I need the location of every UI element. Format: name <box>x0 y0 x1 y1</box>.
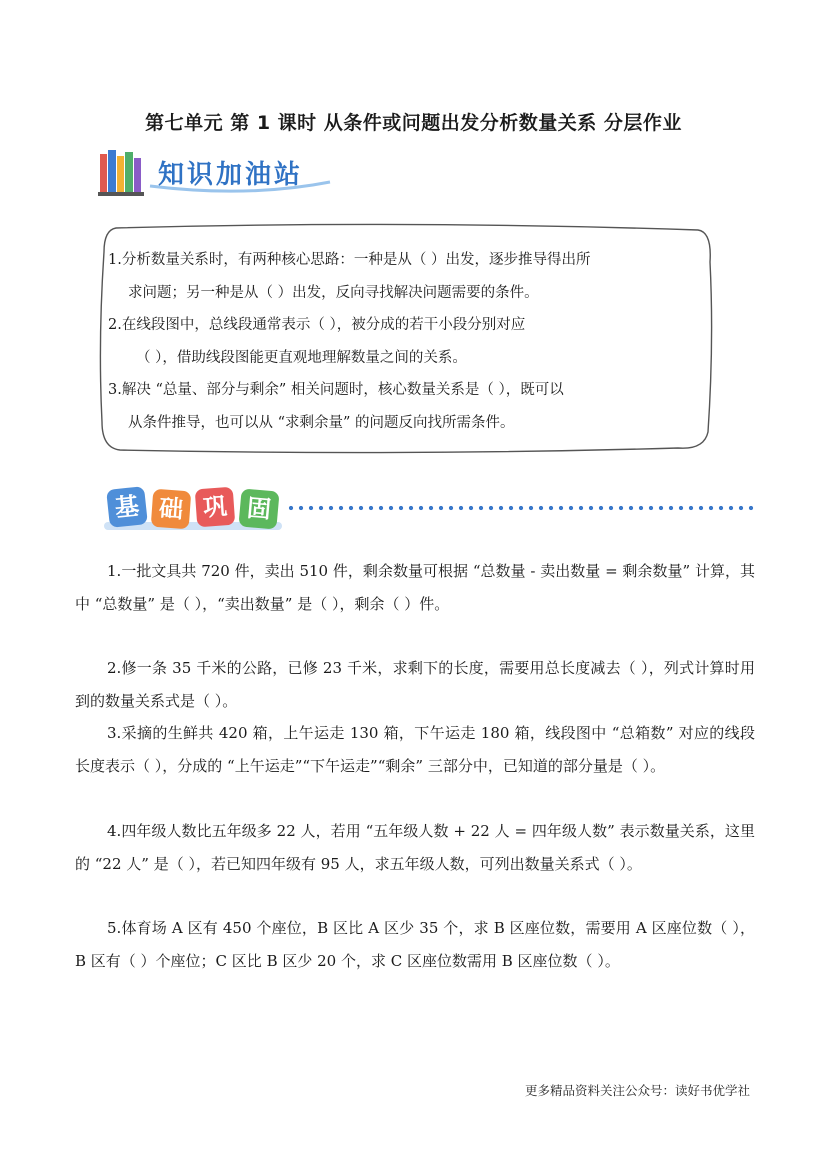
knowledge-banner <box>98 148 338 198</box>
question <box>75 652 755 717</box>
knowledge-banner-label: 知识加油站 <box>158 160 304 190</box>
dotted-divider <box>286 503 756 513</box>
practice-banner-char: 巩 <box>195 487 236 528</box>
knowledge-line: 从条件推导，也可以从 “求剩余量” 的问题反向找所需条件。 <box>128 414 515 431</box>
knowledge-line: 3.解决 “总量、部分与剩余” 相关问题时，核心数量关系是（ ），既可以 <box>108 382 564 398</box>
question <box>75 555 755 620</box>
footer-note: 更多精品资料关注公众号：读好书优学社 <box>524 1083 750 1098</box>
question-text: 2.修一条 35 千米的公路，已修 23 千米，求剩下的长度，需要用总长度减去（ ），列式计算时用到的数量关系式是（ ）。 <box>75 659 755 710</box>
knowledge-line: （ ），借助线段图能更直观地理解数量之间的关系。 <box>136 349 467 366</box>
question-text: 5.体育场 A 区有 450 个座位，B 区比 A 区少 35 个，求 B 区座位数，需要用 A 区座位数（ ），B 区有（ ）个座位；C 区比 B 区少 20 个，求 C 区座位数需用 B 区座位数（ ）。 <box>75 919 755 970</box>
knowledge-box <box>98 222 714 454</box>
question-text: 4.四年级人数比五年级多 22 人，若用 “五年级人数 + 22 人 = 四年级人数” 表示数量关系，这里的 “22 人” 是（ ），若已知四年级有 95 人，求五年级人数，可列出数量关系式（ ）。 <box>75 822 755 873</box>
knowledge-line: 1.分析数量关系时，有两种核心思路：一种是从（ ）出发，逐步推导得出所 <box>108 252 591 268</box>
practice-banner-char: 基 <box>106 486 148 528</box>
question-text: 1.一批文具共 720 件，卖出 510 件，剩余数量可根据 “总数量 - 卖出数量 = 剩余数量” 计算，其中 “总数量” 是（ ），“卖出数量” 是（ ），剩余（ ）件。 <box>75 562 755 613</box>
practice-banner-char: 础 <box>151 489 192 530</box>
question <box>75 717 755 782</box>
practice-banner-char: 固 <box>238 488 279 529</box>
question-text: 3.采摘的生鲜共 420 箱，上午运走 130 箱，下午运走 180 箱，线段图中 “总箱数” 对应的线段长度表示（ ），分成的 “上午运走”“下午运走”“剩余” 三部分中，已知道的部分量是（ ）。 <box>75 724 755 775</box>
question <box>75 815 755 880</box>
knowledge-line: 2.在线段图中，总线段通常表示（ ），被分成的若干小段分别对应 <box>108 317 526 333</box>
knowledge-line: 求问题；另一种是从（ ）出发，反向寻找解决问题需要的条件。 <box>128 284 539 301</box>
question <box>75 912 755 977</box>
page-title: 第七单元 第 1 课时 从条件或问题出发分析数量关系 分层作业 <box>145 112 682 134</box>
